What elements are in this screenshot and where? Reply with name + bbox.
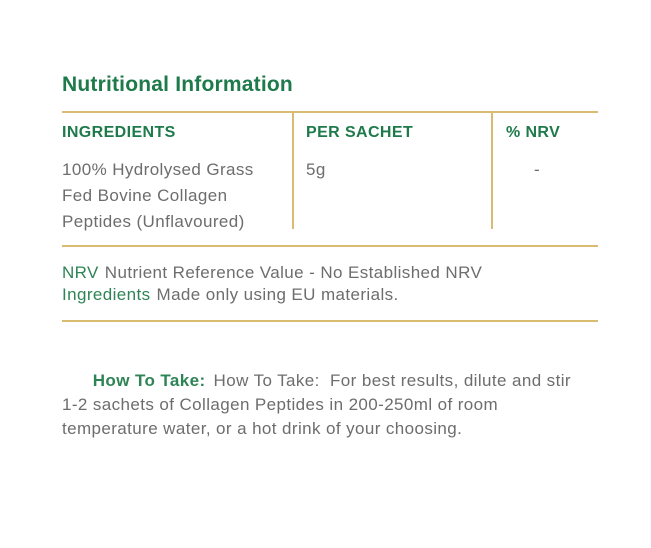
how-to-take-section xyxy=(62,345,582,465)
column-ingredients xyxy=(62,113,292,229)
how-to-take-text: How To Take: For best results, dilute and stir 1-2 sachets of Collagen Peptides in 200-250ml of room temperature water, or a hot drink of your choosing. xyxy=(62,371,577,438)
page-title: Nutritional Information xyxy=(62,73,293,96)
note-ingredients-label: Ingredients xyxy=(62,285,151,304)
note-nrv-text: Nutrient Reference Value - No Established NRV xyxy=(104,263,483,282)
label-content xyxy=(62,72,598,465)
column-header-per-sachet: PER SACHET xyxy=(306,124,414,141)
nutrition-table xyxy=(62,113,598,229)
how-to-take-label: How To Take: xyxy=(92,371,206,390)
note-ingredients xyxy=(62,284,598,306)
column-header-nrv: % NRV xyxy=(506,124,561,141)
note-ingredients-text: Made only using EU materials. xyxy=(156,285,399,304)
column-nrv xyxy=(491,113,598,229)
notes-section xyxy=(62,262,598,306)
cell-per-sachet-value: 5g xyxy=(306,160,326,179)
cell-ingredient-value: 100% Hydrolysed Grass Fed Bovine Collagen Peptides (Unflavoured) xyxy=(62,160,254,231)
cell-nrv-value: - xyxy=(534,160,541,179)
table-bottom-rule xyxy=(62,245,598,247)
note-nrv-label: NRV xyxy=(62,263,99,282)
section-divider-rule xyxy=(62,320,598,322)
column-header-ingredients: INGREDIENTS xyxy=(62,124,176,141)
column-per-sachet xyxy=(292,113,491,229)
note-nrv xyxy=(62,262,598,284)
